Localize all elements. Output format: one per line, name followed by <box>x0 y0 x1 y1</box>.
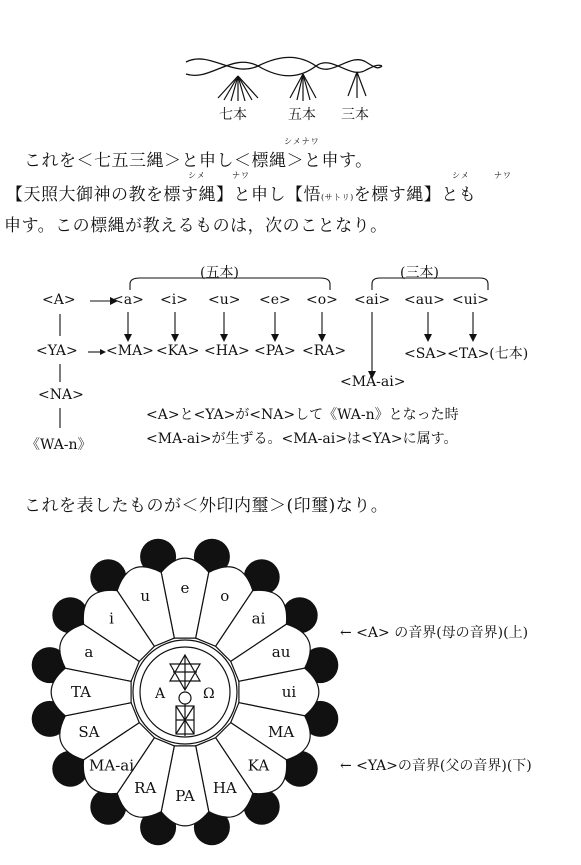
seal-petal-label: e <box>180 579 190 597</box>
ruby-shime-2: シメ <box>452 171 470 180</box>
cons-KA: <KA> <box>156 343 200 359</box>
para2-line1-a: 【天照大御神の教を標す縄】と申し【悟 <box>6 185 321 205</box>
vowel-a: <a> <box>112 292 144 308</box>
center-omega: Ω <box>203 686 215 702</box>
cons-MA: <MA> <box>106 343 154 359</box>
seal-petal-label: ai <box>251 609 266 628</box>
maai-label: <MA-ai> <box>340 374 406 390</box>
seal-petal-label: SA <box>78 722 100 741</box>
seal-petal-label: HA <box>212 779 237 798</box>
seal-petal-label: ui <box>281 683 297 701</box>
diagram-note-1: <A>と<YA>が<NA>して《WA-n》となった時 <box>146 407 459 423</box>
seal-petal-label: MA-ai <box>89 756 134 775</box>
vowel-ui: <ui> <box>452 292 489 308</box>
seal-petal-label: MA <box>267 722 295 741</box>
ruby-shimenawa: シメナワ <box>284 137 320 146</box>
lower-realm-note: ← <YA>の音界(父の音界)(下) <box>340 758 532 774</box>
vowel-o: <o> <box>306 292 338 308</box>
vowel-e: <e> <box>259 292 291 308</box>
para1-line: これを＜七五三縄＞と申し＜標縄＞と申す。 <box>24 151 373 171</box>
wan-label: 《WA-n》 <box>26 437 92 453</box>
group-three-label: (三本) <box>400 265 439 281</box>
seal-petal-label: RA <box>134 779 157 798</box>
seal-petal-label: a <box>84 643 94 662</box>
para3-line: これを表したものが＜外印内璽＞(印璽)なり。 <box>24 496 389 516</box>
seal-petal-label: PA <box>175 787 195 805</box>
diagram-note-2: <MA-ai>が生ずる。<MA-ai>は<YA>に属す。 <box>146 431 458 447</box>
cons-RA: <RA> <box>302 343 347 359</box>
vowel-A: <A> <box>42 292 76 308</box>
center-alpha: A <box>155 686 166 702</box>
satori-reading: (サトリ) <box>321 193 354 202</box>
rope-label-three: 三本 <box>341 107 369 123</box>
vowel-au: <au> <box>404 292 445 308</box>
seal-petal-label: u <box>140 586 151 605</box>
seal-petal-label: TA <box>70 683 92 701</box>
seal-center <box>133 640 237 744</box>
cons-PA: <PA> <box>254 343 296 359</box>
seal-petal-label: au <box>271 643 291 662</box>
vowel-i: <i> <box>160 292 188 308</box>
cons-YA: <YA> <box>36 343 78 359</box>
cons-SA-TA: <SA><TA>(七本) <box>404 346 529 362</box>
seal-petal-label: KA <box>247 756 270 775</box>
ruby-nawa-1: ナワ <box>232 171 250 180</box>
na-label: <NA> <box>38 387 84 403</box>
para2-line2: 申す。この標縄が教えるものは，次のことなり。 <box>4 216 388 236</box>
cons-HA: <HA> <box>204 343 250 359</box>
rope-label-seven: 七本 <box>219 107 247 123</box>
group-five-label: (五本) <box>200 265 239 281</box>
ruby-shime-1: シメ <box>188 171 206 180</box>
ruby-nawa-2: ナワ <box>494 171 512 180</box>
para2-line1-b: を標す縄】とも <box>353 185 477 205</box>
seal-petal-label: i <box>109 609 114 628</box>
vowel-u: <u> <box>208 292 241 308</box>
seal-petal-label: o <box>220 586 230 605</box>
vowel-ai: <ai> <box>354 292 391 308</box>
rope-label-five: 五本 <box>288 107 316 123</box>
upper-realm-note: ← <A> の音界(母の音界)(上) <box>340 625 529 641</box>
